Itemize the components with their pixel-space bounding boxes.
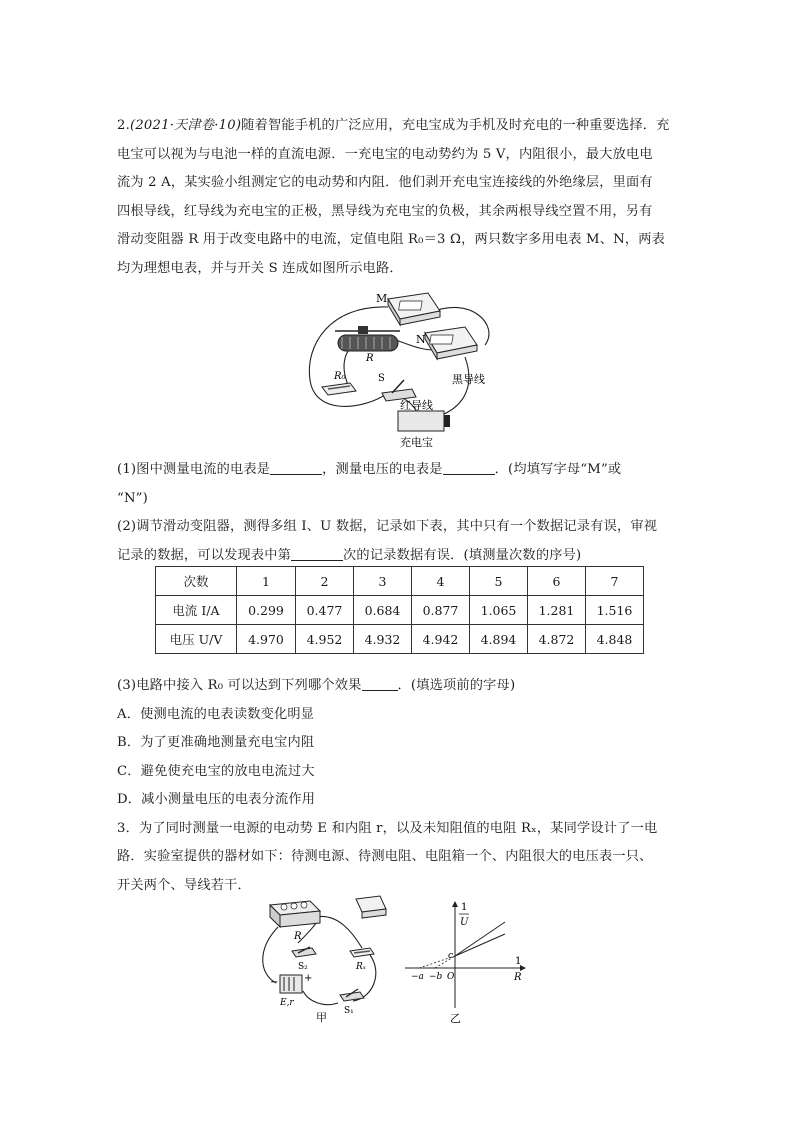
q2-sub1-line-2: “N”) [117,490,148,506]
table-cell: 电流 I/A [156,596,237,625]
table-cell: 4.894 [470,625,528,654]
yi-line-2 [455,934,505,956]
q2-sub3-line [117,672,677,701]
q2-intro-line-4: 四根导线，红导线为充电宝的正极，黑导线为充电宝的负极，其余两根导线空置不用，另有 [117,203,653,219]
label-r0: R₀ [334,371,346,382]
table-cell: 0.299 [237,596,296,625]
yi-y-den: U [460,917,469,928]
table-header-cell: 次数 [156,567,237,596]
q2-intro-line-5: 滑动变阻器 R 用于改变电路中的电流，定值电阻 R₀＝3 Ω，两只数字多用电表 M、N，两表 [117,232,666,247]
table-header-cell: 7 [586,567,644,596]
meter-n [416,327,477,359]
option-d: D．减小测量电压的电表分流作用 [117,792,316,807]
q2-sub2-line-1: (2)调节滑动变阻器，测得多组 I、U 数据，记录如下表，其中只有一个数据记录有误，审视 [117,519,658,534]
yi-x-num: 1 [515,956,522,967]
q3-line-1: 3．为了同时测量一电源的电动势 E 和内阻 r，以及未知阻值的电阻 Rₓ，某同学设计了一电 [117,820,658,836]
table-header-cell: 6 [528,567,586,596]
jia-caption: 甲 [316,1011,327,1024]
option-b: B．为了更准确地测量充电宝内阻 [117,735,315,750]
q2-intro-text-1: 随着智能手机的广泛应用，充电宝成为手机及时充电的一种重要选择．充 [241,118,670,133]
yi-caption: 乙 [450,1012,461,1025]
q2-sub2-blank[interactable] [291,546,343,561]
q2-sub2-text-a: 记录的数据，可以发现表中第 [117,547,292,563]
q2-sub1-blank-voltage[interactable] [443,460,495,475]
table-row [156,625,644,654]
label-s: S [378,373,385,384]
table-cell: 0.877 [412,596,470,625]
yi-label-c: c [448,951,454,961]
q2-sub3-blank[interactable] [362,676,398,691]
table-cell: 0.684 [354,596,412,625]
q3-figure-yi [405,898,530,1026]
table-cell: 4.942 [412,625,470,654]
q2-intro-line-3: 流为 2 A，某实验小组测定它的电动势和内阻．他们剥开充电宝连接线的外绝缘层，里面有 [117,175,653,190]
table-cell: 1.516 [586,596,644,625]
q2-circuit-figure [300,285,500,450]
option-c: C．避免使充电宝的放电电流过大 [117,763,315,779]
q2-sub3 [117,672,677,900]
yi-x-den: R [514,972,522,983]
yi-label-b: −b [429,972,443,982]
q2-sub1-text-b: ，测量电压的电表是 [322,462,443,477]
q2-sub1-blank-current[interactable] [270,460,322,475]
q3-figure-jia [258,893,388,1025]
meter-m [376,292,440,325]
table-cell: 4.970 [237,625,296,654]
label-red-wire: 红导线 [400,399,433,412]
battery-plus: + [304,973,313,984]
table-header-cell: 2 [296,567,354,596]
table-cell: 4.952 [296,625,354,654]
q2-intro [117,112,677,283]
q2-sub1-2 [117,456,677,570]
switch-s1 [340,989,364,1016]
jia-label-rx: Rₓ [356,962,366,972]
q2-number: 2. [117,118,130,133]
jia-label-r: R [294,931,302,942]
option-a: A．使测电流的电表读数变化明显 [117,706,315,722]
table-cell: 1.281 [528,596,586,625]
q2-sub1-text-c: ．(均填写字母“M”或 [494,462,622,477]
jia-label-s1: S₁ [344,1006,354,1016]
power-bank [398,411,450,431]
table-header-row [156,567,644,596]
q2-sub2-text-b: 次的记录数据有误．(填测量次数的序号) [343,547,582,563]
table-cell: 1.065 [470,596,528,625]
q2-intro-line-1 [117,112,677,141]
q2-sub3-text-b: ．(填选项前的字母) [397,678,516,693]
resistor-rx [350,948,374,972]
table-cell: 4.848 [586,625,644,654]
table-header-cell: 3 [354,567,412,596]
label-r: R [366,353,374,364]
label-power-bank: 充电宝 [400,436,433,449]
jia-label-s2: S₂ [298,962,308,972]
label-black-wire: 黑导线 [452,373,485,386]
q2-sub1-line-1 [117,456,677,485]
voltmeter [356,896,386,918]
switch-s [378,373,416,401]
battery [270,973,312,1008]
yi-y-num: 1 [461,902,468,913]
q2-sub1-text-a: (1)图中测量电流的电表是 [117,462,271,477]
table-header-cell: 5 [470,567,528,596]
q2-intro-line-2: 电宝可以视为与电池一样的直流电源．一充电宝的电动势约为 5 V，内阻很小，最大放电电 [117,146,653,162]
resistance-box [270,901,320,942]
q2-intro-line-6: 均为理想电表，并与开关 S 连成如图所示电路． [117,260,403,276]
battery-minus: − [270,977,279,988]
table-cell: 电压 U/V [156,625,237,654]
switch-s2 [292,947,316,972]
table-cell: 4.932 [354,625,412,654]
q3-line-3: 开关两个、导线若干． [117,877,251,893]
table-cell: 0.477 [296,596,354,625]
table-row [156,596,644,625]
yi-label-o: O [447,972,455,982]
measurement-table [155,566,644,654]
yi-label-a: −a [411,972,424,982]
q2-sub3-text-a: (3)电路中接入 R₀ 可以达到下列哪个效果 [117,678,362,693]
q2-source: (2021·天津卷·10) [129,118,242,133]
jia-label-er: E,r [280,998,294,1008]
table-header-cell: 1 [237,567,296,596]
label-n: N [416,333,426,346]
table-header-cell: 4 [412,567,470,596]
q3-line-2: 路．实验室提供的器材如下：待测电源、待测电阻、电阻箱一个、内阻很大的电压表一只、 [117,849,653,864]
label-m: M [376,292,388,305]
table-cell: 4.872 [528,625,586,654]
resistor-r0 [322,371,356,395]
